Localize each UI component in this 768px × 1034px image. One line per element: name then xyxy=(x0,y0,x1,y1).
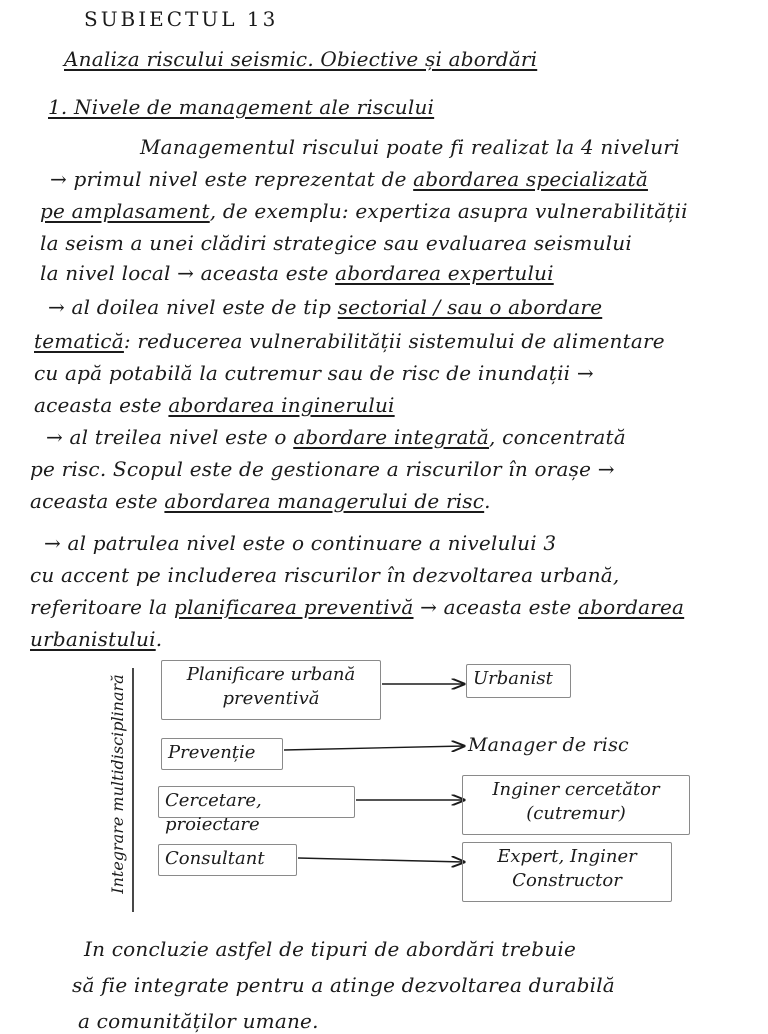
role-box-consultant: Consultant xyxy=(158,844,297,876)
level4-line2: cu accent pe includerea riscurilor în dezvoltarea urbană, xyxy=(30,563,620,587)
level3-line3-text: aceasta este xyxy=(30,489,165,513)
level1-approach: abordarea expertului xyxy=(335,261,554,285)
subject-heading: SUBIECTUL 13 xyxy=(84,7,279,31)
actor-risk-manager: Manager de risc xyxy=(468,734,629,756)
level4-approach-b: urbanistului xyxy=(30,627,156,651)
conclusion-line2: să fie integrate pentru a atinge dezvoltarea durabilă xyxy=(72,973,615,997)
level1-line1-text: → primul nivel este reprezentat de xyxy=(50,167,414,191)
conclusion-line1: In concluzie astfel de tipuri de abordări trebuie xyxy=(84,937,577,961)
arrow-row-4 xyxy=(298,858,464,862)
level4-line3-text: referitoare la xyxy=(30,595,175,619)
level2-highlight-a: sectorial / sau o abordare xyxy=(337,295,603,319)
level2-line2-text: : reducerea vulnerabilității sistemului de alimentare xyxy=(123,329,665,353)
level3-approach: abordarea managerului de risc xyxy=(164,489,485,513)
role-box-planning: Planificare urbană preventivă xyxy=(161,660,381,720)
integration-axis-label: Integrare multidisciplinară xyxy=(108,674,127,894)
level1-highlight-b: pe amplasament xyxy=(40,199,210,223)
level4-highlight: planificarea preventivă xyxy=(174,595,414,619)
level2-line4-text: aceasta este xyxy=(34,393,169,417)
level1-line3: la seism a unei clădiri strategice sau evaluarea seismului xyxy=(40,231,632,255)
actor-box-engineer: Inginer cercetător (cutremur) xyxy=(462,775,690,835)
arrow-row-2 xyxy=(284,746,464,750)
intro-line: Managementul riscului poate fi realizat la 4 niveluri xyxy=(140,135,680,159)
level1-line4-text: la nivel local → aceasta este xyxy=(40,261,336,285)
level2-highlight-b: tematică xyxy=(34,329,124,353)
level4-line4-post: . xyxy=(155,627,163,651)
level1-highlight-a: abordarea specializată xyxy=(413,167,648,191)
level3-line1-post: , concentrată xyxy=(489,425,626,449)
level4-line3-mid: → aceasta este xyxy=(413,595,578,619)
role-box-research: Cercetare, proiectare xyxy=(158,786,355,818)
level3-highlight: abordare integrată xyxy=(293,425,490,449)
level3-line3-post: . xyxy=(484,489,491,513)
level4-line1: → al patrulea nivel este o continuare a nivelului 3 xyxy=(44,531,557,555)
level4-approach-a: abordarea xyxy=(578,595,685,619)
level3-line2: pe risc. Scopul este de gestionare a riscurilor în orașe → xyxy=(30,457,615,481)
role-box-prevention: Prevenție xyxy=(161,738,283,770)
actor-box-expert: Expert, Inginer Constructor xyxy=(462,842,672,902)
level1-line2-text: , de exemplu: expertiza asupra vulnerabilității xyxy=(209,199,688,223)
actor-box-urbanist: Urbanist xyxy=(466,664,571,698)
level2-line1-text: → al doilea nivel este de tip xyxy=(48,295,338,319)
topic-title: Analiza riscului seismic. Obiective și abordări xyxy=(64,47,538,71)
section-heading: 1. Nivele de management ale riscului xyxy=(48,95,435,119)
conclusion-line3: a comunităților umane. xyxy=(78,1009,319,1033)
level2-line3: cu apă potabilă la cutremur sau de risc de inundații → xyxy=(34,361,594,385)
level2-approach: abordarea inginerului xyxy=(168,393,395,417)
level3-line1-text: → al treilea nivel este o xyxy=(46,425,294,449)
